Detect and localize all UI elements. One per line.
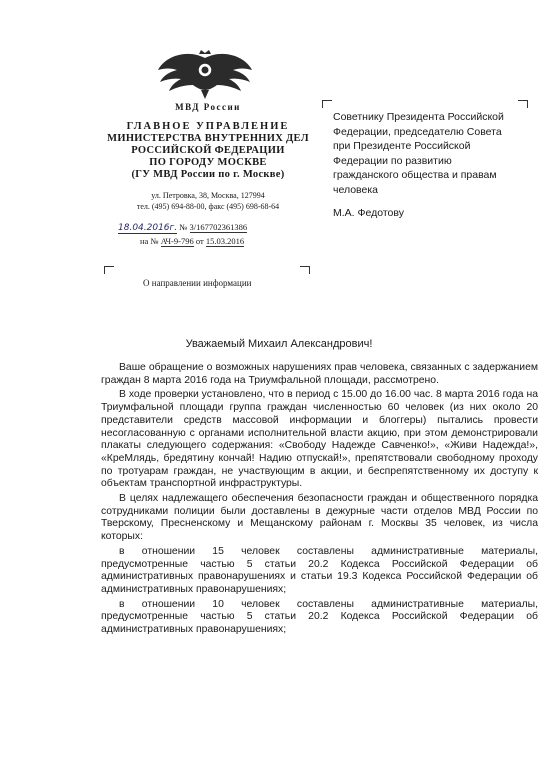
addressee-line: гражданского общества и правам xyxy=(333,169,497,181)
body-paragraph: Ваше обращение о возможных нарушениях прав человека, связанных с задержанием граждан 8 марта 2016 года на Триумфальной площади, рассмотрено. xyxy=(101,362,538,386)
letter-greeting: Уважаемый Михаил Александрович! xyxy=(185,338,373,350)
department-title xyxy=(92,121,324,181)
ministry-short-title: МВД России xyxy=(175,102,241,112)
incoming-from-label: от xyxy=(195,236,204,246)
outgoing-date: 18.04.2016г. xyxy=(118,223,178,233)
address-line: тел. (495) 694-88-00, факс (495) 698-68-64 xyxy=(136,202,280,211)
department-address xyxy=(92,190,324,212)
department-title-line: ГЛАВНОЕ УПРАВЛЕНИЕ xyxy=(126,121,290,132)
addressee-line: Советнику Президента Российской xyxy=(333,111,504,123)
incoming-number: АЧ-9-796 xyxy=(160,236,194,246)
incoming-date: 15.03.2016 xyxy=(205,236,245,246)
subject-corner-left xyxy=(104,266,114,274)
incoming-number-prefix: на № xyxy=(140,236,159,246)
body-paragraph: В целях надлежащего обеспечения безопасности граждан и общественного порядка сотрудниками полиции были доставлены в дежурные части отделов МВД России по Тверскому, Пресненскому и Мещанскому районам г. Москвы 35 человек, из числа которых: xyxy=(101,493,538,543)
department-title-line: ПО ГОРОДУ МОСКВЕ xyxy=(149,157,267,168)
body-paragraph: В ходе проверки установлено, что в период с 15.00 до 16.00 час. 8 марта 2016 года на Триумфальной площади группа граждан численностью 60 человек (из них около 20 представители средств массовой информации и блоггеры) пытались провести несогласованную с органами исполнительной власти акцию, при этом демонстрировали плакаты следующего содержания: «Свободу Надежде Савченко!», «Живи Надежда!», «КреМлядь, бредятину кончай! Надию отпускай!», препятствовали свободному проходу по тротуарам граждан, не участвующим в акции, и беспрепятственному их доступу к объектам транспортной инфраструктуры. xyxy=(101,389,538,490)
addressee-line: человека xyxy=(333,183,379,196)
outgoing-number-prefix: № xyxy=(179,222,188,232)
addressee-name: М.А. Федотову xyxy=(333,207,404,219)
letter-subject: О направлении информации xyxy=(143,278,252,288)
outgoing-number: 3/167702361386 xyxy=(189,222,248,232)
addressee-corner-right xyxy=(518,100,528,108)
incoming-reference xyxy=(140,236,244,247)
addressee-corner-left xyxy=(322,100,332,108)
department-title-line: (ГУ МВД России по г. Москве) xyxy=(131,169,285,180)
body-paragraph: в отношении 10 человек составлены административные материалы, предусмотренные частью 5 статьи 20.2 Кодекса Российской Федерации об административных правонарушениях; xyxy=(101,598,538,636)
addressee-block xyxy=(333,110,533,197)
subject-corner-right xyxy=(300,266,310,274)
mvd-emblem-icon xyxy=(157,50,253,100)
outgoing-reference xyxy=(118,222,247,234)
body-paragraph: в отношении 15 человек составлены административные материалы, предусмотренные частью 5 статьи 20.2 Кодекса Российской Федерации об административных правонарушениях и статьи 19.3 Кодекса Российской Федерации об административных правонарушениях; xyxy=(101,545,538,595)
addressee-line: Федерации по развитию xyxy=(333,154,452,167)
addressee-line: при Президенте Российской xyxy=(333,140,471,152)
addressee-line: Федерации, председателю Совета xyxy=(333,125,502,138)
department-title-line: РОССИЙСКОЙ ФЕДЕРАЦИИ xyxy=(131,145,285,156)
department-title-line: МИНИСТЕРСТВА ВНУТРЕННИХ ДЕЛ xyxy=(107,133,309,144)
letter-body xyxy=(101,362,538,639)
address-line: ул. Петровка, 38, Москва, 127994 xyxy=(151,191,265,200)
